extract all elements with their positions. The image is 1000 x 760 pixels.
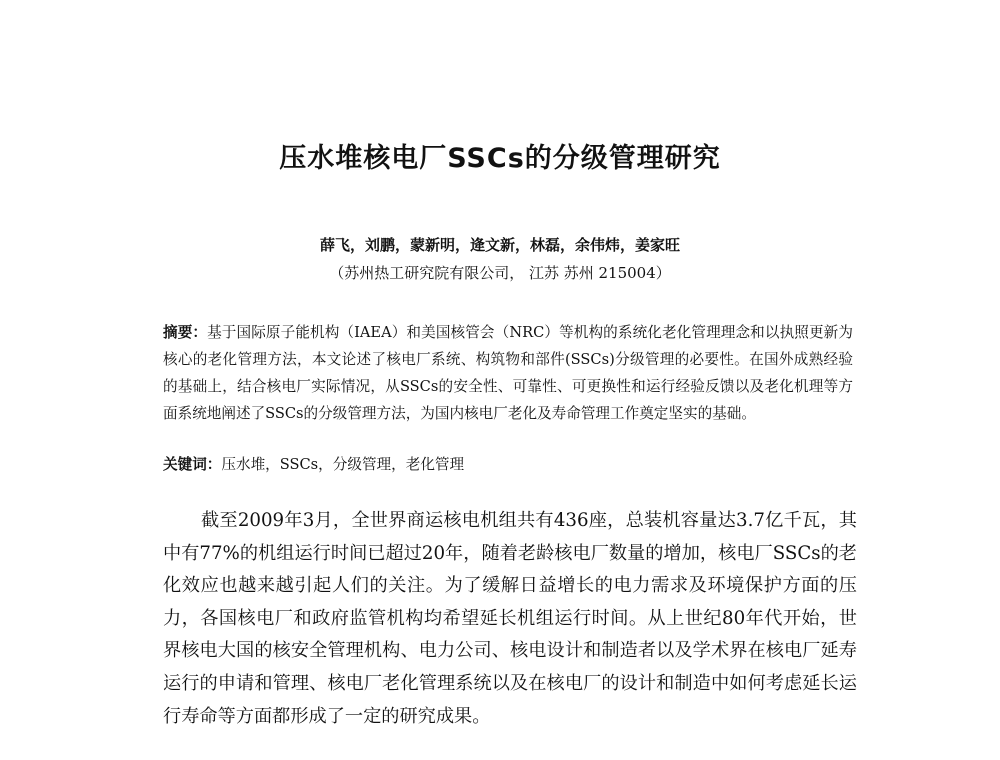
keywords-label: 关键词： xyxy=(163,456,222,473)
abstract-section xyxy=(163,319,853,427)
author-list: 薛飞，刘鹏，蒙新明，逄文新，林磊，余伟炜，姜家旺 xyxy=(319,236,680,254)
keywords-section xyxy=(163,451,853,478)
abstract-text: 基于国际原子能机构（IAEA）和美国核管会（NRC）等机构的系统化老化管理理念和以执照更新为核心的老化管理方法，本文论述了核电厂系统、构筑物和部件(SSCs)分级管理的必要性。在国外成熟经验的基础上，结合核电厂实际情况，从SSCs的安全性、可靠性、可更换性和运行经验反馈以及老化机理等方面系统地阐述了SSCs的分级管理方法，为国内核电厂老化及寿命管理工作奠定坚实的基础。 xyxy=(163,324,853,422)
keywords-text: 压水堆，SSCs，分级管理，老化管理 xyxy=(221,456,465,473)
abstract-label: 摘要： xyxy=(163,324,208,341)
body-paragraph: 截至2009年3月，全世界商运核电机组共有436座，总装机容量达3.7亿千瓦，其中有77%的机组运行时间已超过20年，随着老龄核电厂数量的增加，核电厂SSCs的老化效应也越来越引起人们的关注。为了缓解日益增长的电力需求及环境保护方面的压力，各国核电厂和政府监管机构均希望延长机组运行时间。从上世纪80年代开始，世界核电大国的核安全管理机构、电力公司、核电设计和制造者以及学术界在核电厂延寿运行的申请和管理、核电厂老化管理系统以及在核电厂的设计和制造中如何考虑延长运行寿命等方面都形成了一定的研究成果。 xyxy=(163,510,857,727)
author-affiliation: （苏州热工研究院有限公司， 江苏 苏州 215004） xyxy=(329,264,671,282)
paper-title: 压水堆核电厂SSCs的分级管理研究 xyxy=(279,143,721,174)
